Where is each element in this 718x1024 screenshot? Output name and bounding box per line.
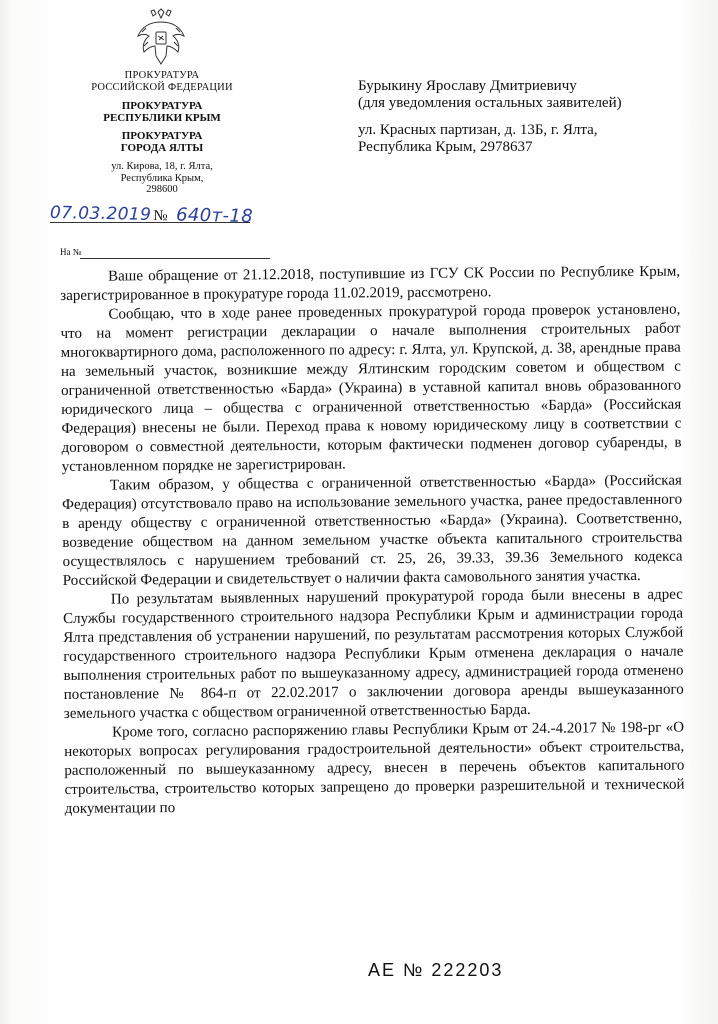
sender-address-line: Республика Крым, [120, 172, 204, 184]
paragraph: Сообщаю, что в ходе ранее проведенных прокуратурой города проверок установлено, что на момент регистрации декларации о начале выполнения строительных работ многоквартирного дома, расположенного по адресу: г. Ялта, ул. Крупской, д. 38, арендные права на земельный участок, возникшие между Ялтинским городским советом и обществом с ограниченной ответственностью «Барда» (Украина) в уставной капитал вновь образованного юридического лица – общества с ограниченной ответственностью «Барда» (Российская Федерация) внесены не были. Переход права к новому юридическому лицу в соответствии с договором о совместной деятельности, которым фактически подменен договор субаренды, в установленном порядке не зарегистрирован. [60, 301, 682, 475]
handwritten-date: 07.03.2019 [49, 202, 152, 225]
coat-of-arms-emblem [136, 8, 186, 66]
sender-org-line: РЕСПУБЛИКИ КРЫМ [103, 111, 221, 124]
recipient-note: (для уведомления остальных заявителей) [358, 94, 622, 111]
recipient-block [358, 78, 688, 156]
sender-org-line: ПРОКУРАТУРА [124, 70, 200, 81]
sender-org-line: ГОРОДА ЯЛТЫ [120, 142, 204, 155]
letter-body [60, 263, 685, 819]
recipient-address-line: ул. Красных партизан, д. 13Б, г. Ялта, [358, 121, 598, 138]
registration-underline [50, 222, 250, 223]
paragraph: Кроме того, согласно распоряжению главы Республики Крым от 24.-4.2017 № 198-рг «О некоторых вопросах регулирования градостроительной деятельности» объект строительства, расположенный по вышеуказанному адресу, внесен в перечень объектов капитального строительства, строительство которых запрещено до проверки разрешительной и технической документации по [64, 719, 685, 817]
outgoing-registration [50, 202, 254, 227]
sender-block [84, 70, 240, 196]
sender-address-line: ул. Кирова, 18, г. Ялта, [111, 160, 213, 172]
sender-address-line: 298600 [146, 184, 178, 196]
sender-org-line: РОССИЙСКОЙ ФЕДЕРАЦИИ [91, 81, 233, 93]
number-sign: № [153, 208, 169, 225]
paragraph: Ваше обращение от 21.12.2018, поступившие из ГСУ СК России по Республике Крым, зарегистрированное в прокуратуре города 11.02.2019, рассмотрено. [60, 263, 681, 304]
paragraph: Таким образом, у общества с ограниченной ответственностью «Барда» (Российская Федерация) отсутствовало право на использование земельного участка, ранее предоставленного в аренду обществу с ограниченной ответственностью «Барда» (Украина). Соответственно, возведение обществом на данном земельном участке объекта капитального строительства осуществлялось с нарушением требований ст. 25, 26, 39.33, 39.36 Земельного кодекса Российской Федерации и свидетельствует о наличии факта самовольного занятия участка. [61, 472, 683, 589]
sender-org-line: ПРОКУРАТУРА [121, 99, 203, 112]
form-serial-number: АЕ № 222203 [368, 960, 504, 980]
recipient-address-line: Республика Крым, 2978637 [358, 138, 533, 155]
handwritten-reference: 640т-18 [175, 204, 254, 228]
incoming-ref-underline [80, 258, 270, 259]
paragraph: По результатам выявленных нарушений прокуратурой города были внесены в адрес Службы государственного строительного надзора Республики Крым и администрации города Ялта представления об устранении нарушений, по результатам рассмотрения которых Службой государственного строительного надзора Республики Крым отменена декларация о начале выполнения строительных работ по вышеуказанному адресу, администрацией города отменено постановление № 864-п от 22.02.2017 о заключении договора аренды вышеуказанного земельного участка с обществом ограниченной ответственностью Барда. [62, 586, 684, 722]
sender-org-line: ПРОКУРАТУРА [121, 130, 203, 143]
incoming-ref-label: На № [60, 247, 82, 257]
recipient-name: Бурыкину Ярославу Дмитриевичу [358, 78, 577, 94]
